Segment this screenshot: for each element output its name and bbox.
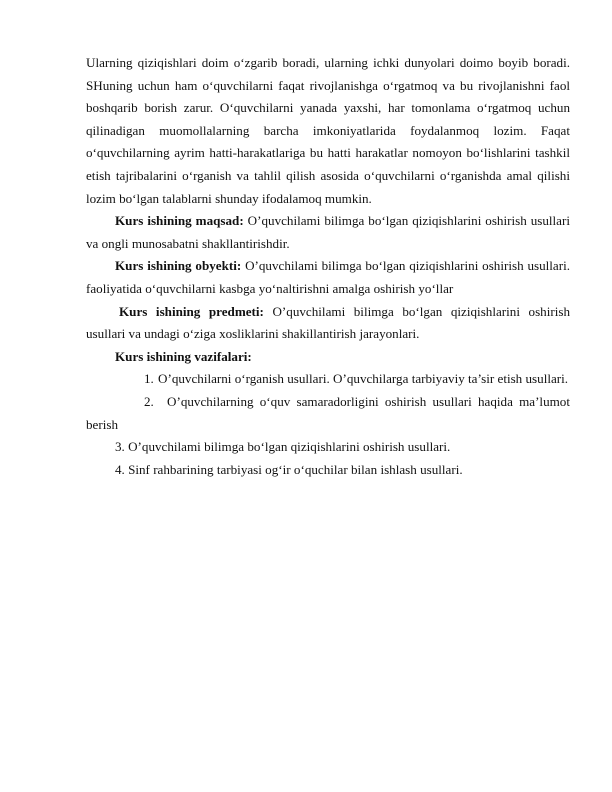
course-goal-text: O’quvchilami bilimga bo‘lgan qiziqishlarini oshirish usullari va ongli munosabatni shakllantirishdir. (86, 213, 570, 251)
course-object-paragraph (86, 255, 570, 300)
course-subject-label: Kurs ishining predmeti: (119, 303, 264, 319)
course-subject-paragraph (86, 301, 570, 346)
task-number-2: 2. (144, 393, 154, 409)
document-page (86, 52, 570, 481)
task-number-1: 1. (144, 371, 154, 387)
course-subject-text: O’quvchilami bilimga bo‘lgan qiziqishlarini oshirish usullari va undagi o‘ziga xosliklarini shakillantirish jarayonlari. (86, 303, 570, 342)
intro-paragraph: Ularning qiziqishlari doim o‘zgarib boradi, ularning ichki dunyolari doimo boyib boradi. SHuning uchun ham o‘quvchilarni faqat rivojlanishga o‘rgatmoq va bu rivojlanishni faol boshqarib borish zarur. O‘quvchilarni yanada yaxshi, har tomonlama o‘rgatmoq uchun qilinadigan muomollalarning barcha imkoniyatlarida foydalanmoq lozim. Faqat o‘quvchilarning ayrim hatti-harakatlariga bu hatti harakatlar nomoyon bo‘lishlarini tashkil etish tajribalarini o‘rganish va tahlil qilish asosida o‘quvchilarni o‘rganishda amal qilishi lozim bo‘lgan talablarni shunday ifodalamoq mumkin. (86, 55, 570, 206)
task-text-1: O’quvchilarni o‘rganish usullari. O’quvchilarga tarbiyaviy ta’sir etish usullari. (158, 371, 569, 387)
task-item-1 (86, 368, 570, 391)
task-item-2 (86, 391, 570, 436)
task-item-3: 3. O’quvchilami bilimga bo‘lgan qiziqishlarini oshirish usullari. (115, 439, 451, 455)
course-object-label: Kurs ishining obyekti: (115, 258, 242, 274)
course-goal-label: Kurs ishining maqsad: (115, 213, 244, 229)
task-item-4: 4. Sinf rahbarining tarbiyasi og‘ir o‘quchilar bilan ishlash usullari. (115, 461, 463, 477)
course-object-text: O’quvchilami bilimga bo‘lgan qiziqishlarini oshirish usullari. faoliyatida o‘quvchilarni kasbga yo‘naltirishni amalga oshirish yo‘llar (86, 258, 570, 296)
tasks-heading: Kurs ishining vazifalari: (115, 348, 252, 364)
task-text-2: O’quvchilarning o‘quv samaradorligini oshirish usullari haqida ma’lumot berish (86, 393, 570, 432)
course-goal-paragraph (86, 210, 570, 255)
